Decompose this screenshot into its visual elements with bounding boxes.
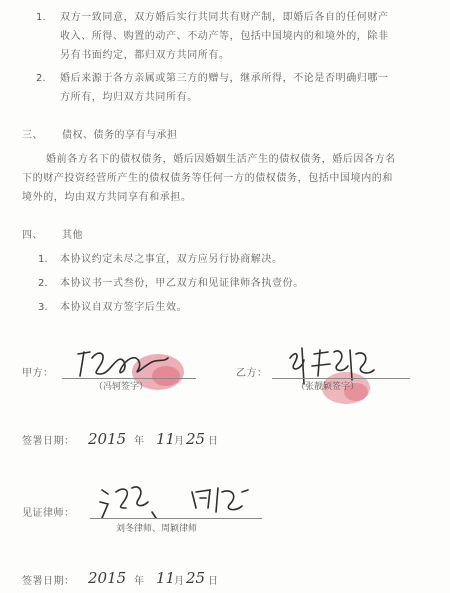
clause4-item1-text: 本协议约定未尽之事宜，双方应另行协商解决。 bbox=[60, 254, 283, 265]
clause2-item2-line2: 方所有，均归双方共同所有。 bbox=[60, 92, 198, 103]
sign-date-2-day-unit: 日 bbox=[208, 576, 219, 587]
sign-date-1-year-unit: 年 bbox=[134, 436, 145, 447]
clause2-item1-line3: 另有书面约定，都归双方共同所有。 bbox=[60, 50, 230, 61]
party-b-label: 乙方： bbox=[236, 368, 268, 379]
clause4-heading-number: 四、 bbox=[22, 230, 43, 241]
clause3-heading: 债权、债务的享有与承担 bbox=[62, 130, 178, 141]
witness-label: 见证律师： bbox=[22, 508, 75, 519]
witness-caption: 刘冬律师、周颖律师 bbox=[116, 524, 198, 534]
clause3-line1: 婚前各方名下的债权债务，婚后因婚姻生活产生的债权债务，婚后因各方名 bbox=[46, 154, 396, 165]
sign-date-2-year: 2015 bbox=[88, 569, 127, 587]
clause4-item2-text: 本协议书一式叁份，甲乙双方和见证律师各执壹份。 bbox=[60, 278, 304, 289]
clause3-heading-number: 三、 bbox=[22, 130, 43, 141]
sign-date-2-month-unit: 月 bbox=[174, 576, 185, 587]
clause2-item2-line1: 婚后来源于各方亲属或第三方的赠与，继承所得，不论是否明确归哪一 bbox=[60, 73, 389, 84]
witness-signatures bbox=[92, 478, 262, 528]
sign-date-label-1: 签署日期： bbox=[22, 436, 75, 447]
clause4-heading: 其他 bbox=[62, 230, 83, 241]
clause4-item3-number: 3. bbox=[38, 302, 48, 313]
clause2-item1-line1: 双方一致同意，双方婚后实行共同共有财产制，即婚后各自的任何财产 bbox=[60, 12, 389, 23]
party-b-sign-line bbox=[272, 378, 410, 379]
sign-date-2-year-unit: 年 bbox=[134, 576, 145, 587]
sign-date-1-month-unit: 月 bbox=[174, 436, 185, 447]
sign-date-1-day-unit: 日 bbox=[208, 436, 219, 447]
clause3-line2: 下的财产投资经营所产生的债权债务等任何一方的债权债务，包括中国境内的和 bbox=[22, 173, 393, 184]
clause2-item2-number: 2. bbox=[36, 73, 46, 84]
clause2-item1-number: 1. bbox=[36, 12, 46, 23]
sign-date-1-month: 11 bbox=[156, 430, 176, 448]
sign-date-label-2: 签署日期： bbox=[22, 576, 75, 587]
clause4-item2-number: 2. bbox=[38, 278, 48, 289]
party-a-sign-line bbox=[62, 378, 196, 379]
party-b-caption: （张靓颖签字） bbox=[296, 382, 360, 392]
clause3-line3: 境外的，均由双方共同享有和承担。 bbox=[22, 192, 192, 203]
party-a-label: 甲方： bbox=[22, 368, 54, 379]
sign-date-1-day: 25 bbox=[186, 430, 206, 448]
witness-sign-line bbox=[90, 518, 262, 519]
clause4-item3-text: 本协议自双方签字后生效。 bbox=[60, 302, 188, 313]
sign-date-1-year: 2015 bbox=[88, 430, 127, 448]
clause4-item1-number: 1. bbox=[38, 254, 48, 265]
sign-date-2-month: 11 bbox=[156, 569, 176, 587]
clause2-item1-line2: 收入、所得、购置的动产、不动产等，包括中国境内的和境外的，除非 bbox=[60, 31, 389, 42]
party-a-caption: （冯轲签字） bbox=[94, 382, 149, 392]
sign-date-2-day: 25 bbox=[186, 569, 206, 587]
